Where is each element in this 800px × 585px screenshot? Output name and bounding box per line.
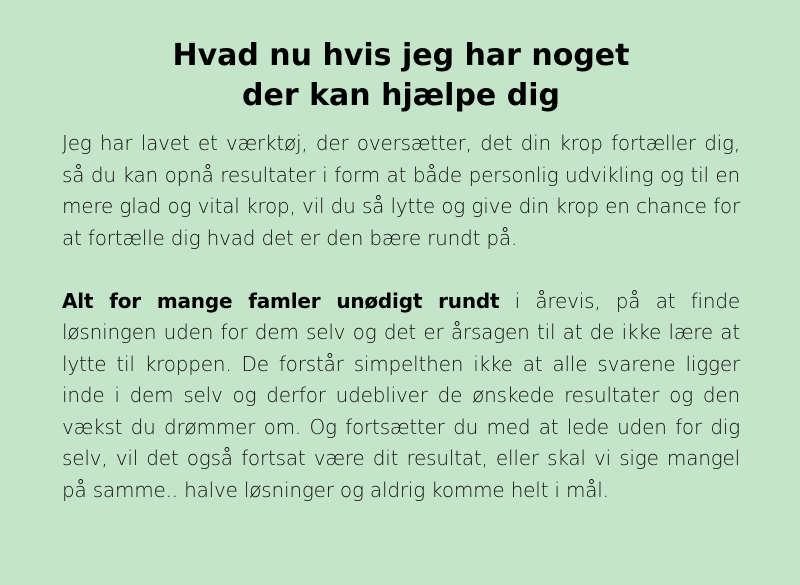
- page-title: [62, 36, 740, 116]
- intro-paragraph: Jeg har lavet et værktøj, der oversætter, det din krop fortæller dig, så du kan opnå resultater i form at både personlig udvikling og til en mere glad og vital krop, vil du så lytte og give din krop en chance for at fortælle dig hvad det er den bære rundt på.: [62, 131, 740, 250]
- problem-paragraph: [62, 286, 740, 507]
- title-line-2: der kan hjælpe dig: [242, 78, 560, 113]
- emphasis-text: Alt for mange famler unødigt rundt: [62, 288, 500, 313]
- problem-paragraph-text: i årevis, på at finde løsningen uden for dem selv og det er årsagen til at de ikke lære at lytte til kroppen. De forstår simpelthen ikke at alle svarene ligger inde i dem selv og derfor udebliver de ønskede resultater og den vækst du drømmer om. Og fortsætter du med at lede uden for dig selv, vil det også fortsat være dit resultat, eller skal vi sige mangel på samme.. halve løsninger og aldrig komme helt i mål.: [62, 288, 740, 502]
- title-line-1: Hvad nu hvis jeg har noget: [172, 38, 630, 73]
